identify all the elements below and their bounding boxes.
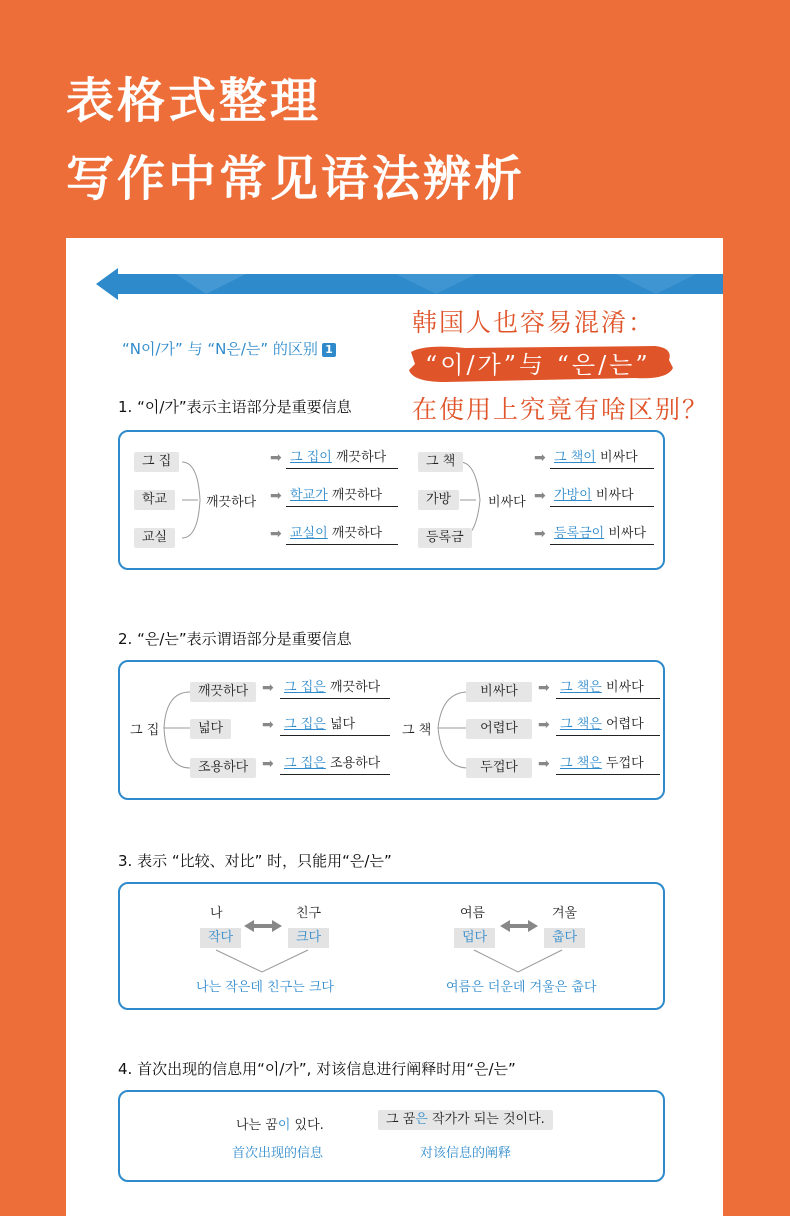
s3-right-sentence: 여름은 더운데 겨울은 춥다 xyxy=(446,980,597,995)
s2-right-result-1 xyxy=(556,679,660,699)
s3-left-b: 친구 xyxy=(296,906,322,921)
header-banner xyxy=(0,0,790,240)
s2-right-result-2 xyxy=(556,716,660,736)
s2-left-result-2-subject: 그 집은 xyxy=(284,717,326,732)
s1-right-result-2-pred: 비싸다 xyxy=(595,488,634,503)
s1-right-noun-3: 등록금 xyxy=(418,528,472,548)
s1-right-result-2-subject: 가방이 xyxy=(554,488,592,503)
s1-right-result-2 xyxy=(550,487,654,507)
section-2-heading: 2. “은/는”表示谓语部分是重要信息 xyxy=(118,630,352,648)
right-arrow-icon: ➡ xyxy=(262,756,274,772)
s1-left-result-3-subject: 교실이 xyxy=(290,526,328,541)
s1-right-noun-1: 그 책 xyxy=(418,452,463,472)
s2-left-result-2 xyxy=(280,716,390,736)
s1-right-result-3 xyxy=(550,525,654,545)
right-arrow-icon: ➡ xyxy=(262,680,274,696)
section-4-box xyxy=(118,1090,665,1182)
s1-left-noun-2: 학교 xyxy=(134,490,175,510)
s2-left-result-3-pred: 조용하다 xyxy=(329,756,381,771)
s3-left-a-adj: 작다 xyxy=(200,928,241,948)
s1-left-result-2-pred: 깨끗하다 xyxy=(331,488,383,503)
s4-left-post: 있다. xyxy=(290,1118,324,1133)
s2-left-result-1-pred: 깨끗하다 xyxy=(329,680,381,695)
s2-left-result-1 xyxy=(280,679,390,699)
s2-left-result-1-subject: 그 집은 xyxy=(284,680,326,695)
subtitle-number-badge: 1 xyxy=(322,343,336,357)
s1-right-result-3-subject: 등록금이 xyxy=(554,526,605,541)
s1-left-result-3 xyxy=(286,525,398,545)
s4-right-post: 작가가 되는 것이다. xyxy=(427,1112,545,1127)
s2-left-result-2-pred: 넓다 xyxy=(329,717,356,732)
s4-right-label: 对该信息的阐释 xyxy=(420,1146,512,1161)
s4-left-particle: 이 xyxy=(277,1118,291,1133)
s1-left-result-1 xyxy=(286,449,398,469)
s2-left-verb-1: 깨끗하다 xyxy=(190,682,256,702)
s3-right-a: 여름 xyxy=(460,906,486,921)
s3-left-sentence: 나는 작은데 친구는 크다 xyxy=(196,980,334,995)
s2-right-verb-1: 비싸다 xyxy=(466,682,532,702)
s2-left-noun: 그 집 xyxy=(130,723,160,738)
right-arrow-icon: ➡ xyxy=(534,450,546,466)
s1-left-result-1-pred: 깨끗하다 xyxy=(335,450,387,465)
subtitle xyxy=(122,338,336,359)
section-3-heading: 3. 表示 “比较、对比” 时，只能用“은/는” xyxy=(118,852,392,870)
s1-right-result-1-pred: 비싸다 xyxy=(599,450,638,465)
s4-right-pre: 그 꿈 xyxy=(386,1112,416,1127)
s1-left-noun-3: 교실 xyxy=(134,528,175,548)
s3-left-a: 나 xyxy=(210,906,223,921)
s2-right-result-3-subject: 그 책은 xyxy=(560,756,602,771)
s2-right-verb-2: 어렵다 xyxy=(466,719,532,739)
section-3-box xyxy=(118,882,665,1010)
section-1-box xyxy=(118,430,665,570)
s1-left-verb: 깨끗하다 xyxy=(206,495,257,510)
right-arrow-icon: ➡ xyxy=(270,488,282,504)
note-line-3: 在使用上究竟有啥区别？ xyxy=(412,395,710,424)
section-1-heading: 1. “이/가”表示主语部分是重要信息 xyxy=(118,398,352,416)
right-arrow-icon: ➡ xyxy=(538,756,550,772)
s4-left-sentence xyxy=(236,1114,324,1133)
s2-right-result-1-subject: 그 책은 xyxy=(560,680,602,695)
s4-right-sentence xyxy=(378,1110,553,1130)
s4-right-particle: 은 xyxy=(415,1112,428,1127)
right-arrow-icon: ➡ xyxy=(534,526,546,542)
right-arrow-icon: ➡ xyxy=(538,680,550,696)
s2-right-result-2-pred: 어렵다 xyxy=(605,717,644,732)
s1-right-result-1 xyxy=(550,449,654,469)
s1-right-verb: 비싸다 xyxy=(488,495,526,510)
s3-left-b-adj: 크다 xyxy=(288,928,329,948)
s2-left-result-3 xyxy=(280,755,390,775)
s2-right-result-1-pred: 비싸다 xyxy=(605,680,644,695)
s2-left-result-3-subject: 그 집은 xyxy=(284,756,326,771)
note-line-2: “이/가”与 “은/는” xyxy=(425,351,651,379)
s1-right-result-3-pred: 비싸다 xyxy=(608,526,647,541)
section-4-heading: 4. 首次出现的信息用“이/가”, 对该信息进行阐释时用“은/는” xyxy=(118,1060,516,1078)
s1-left-result-2 xyxy=(286,487,398,507)
s1-left-noun-1: 그 집 xyxy=(134,452,179,472)
s2-right-verb-3: 두껍다 xyxy=(466,758,532,778)
right-arrow-icon: ➡ xyxy=(270,526,282,542)
s1-right-result-1-subject: 그 책이 xyxy=(554,450,596,465)
s1-left-result-2-subject: 학교가 xyxy=(290,488,328,503)
s2-right-result-2-subject: 그 책은 xyxy=(560,717,602,732)
s1-right-noun-2: 가방 xyxy=(418,490,459,510)
s3-right-b-adj: 춥다 xyxy=(544,928,585,948)
section-2-box xyxy=(118,660,665,800)
s2-left-verb-2: 넓다 xyxy=(190,719,231,739)
s2-right-result-3 xyxy=(556,755,660,775)
s4-left-pre: 나는 꿈 xyxy=(236,1118,278,1133)
s4-left-label: 首次出现的信息 xyxy=(232,1146,324,1161)
s2-right-noun: 그 책 xyxy=(402,723,432,738)
s2-right-result-3-pred: 두껍다 xyxy=(605,756,644,771)
right-arrow-icon: ➡ xyxy=(534,488,546,504)
s1-left-result-1-subject: 그 집이 xyxy=(290,450,332,465)
subtitle-text: “N이/가” 与 “N은/는” 的区别 xyxy=(122,340,318,358)
page-title-line-2: 写作中常见语法辨析 xyxy=(66,151,526,207)
right-arrow-icon: ➡ xyxy=(538,717,550,733)
s2-left-verb-3: 조용하다 xyxy=(190,758,256,778)
note-line-1: 韩国人也容易混淆： xyxy=(412,308,656,337)
s3-right-a-adj: 덥다 xyxy=(454,928,495,948)
s3-right-b: 겨울 xyxy=(552,906,578,921)
page-title-line-1: 表格式整理 xyxy=(66,73,322,129)
right-arrow-icon: ➡ xyxy=(270,450,282,466)
arrow-banner-icon xyxy=(96,268,723,300)
right-arrow-icon: ➡ xyxy=(262,717,274,733)
s1-left-result-3-pred: 깨끗하다 xyxy=(331,526,383,541)
